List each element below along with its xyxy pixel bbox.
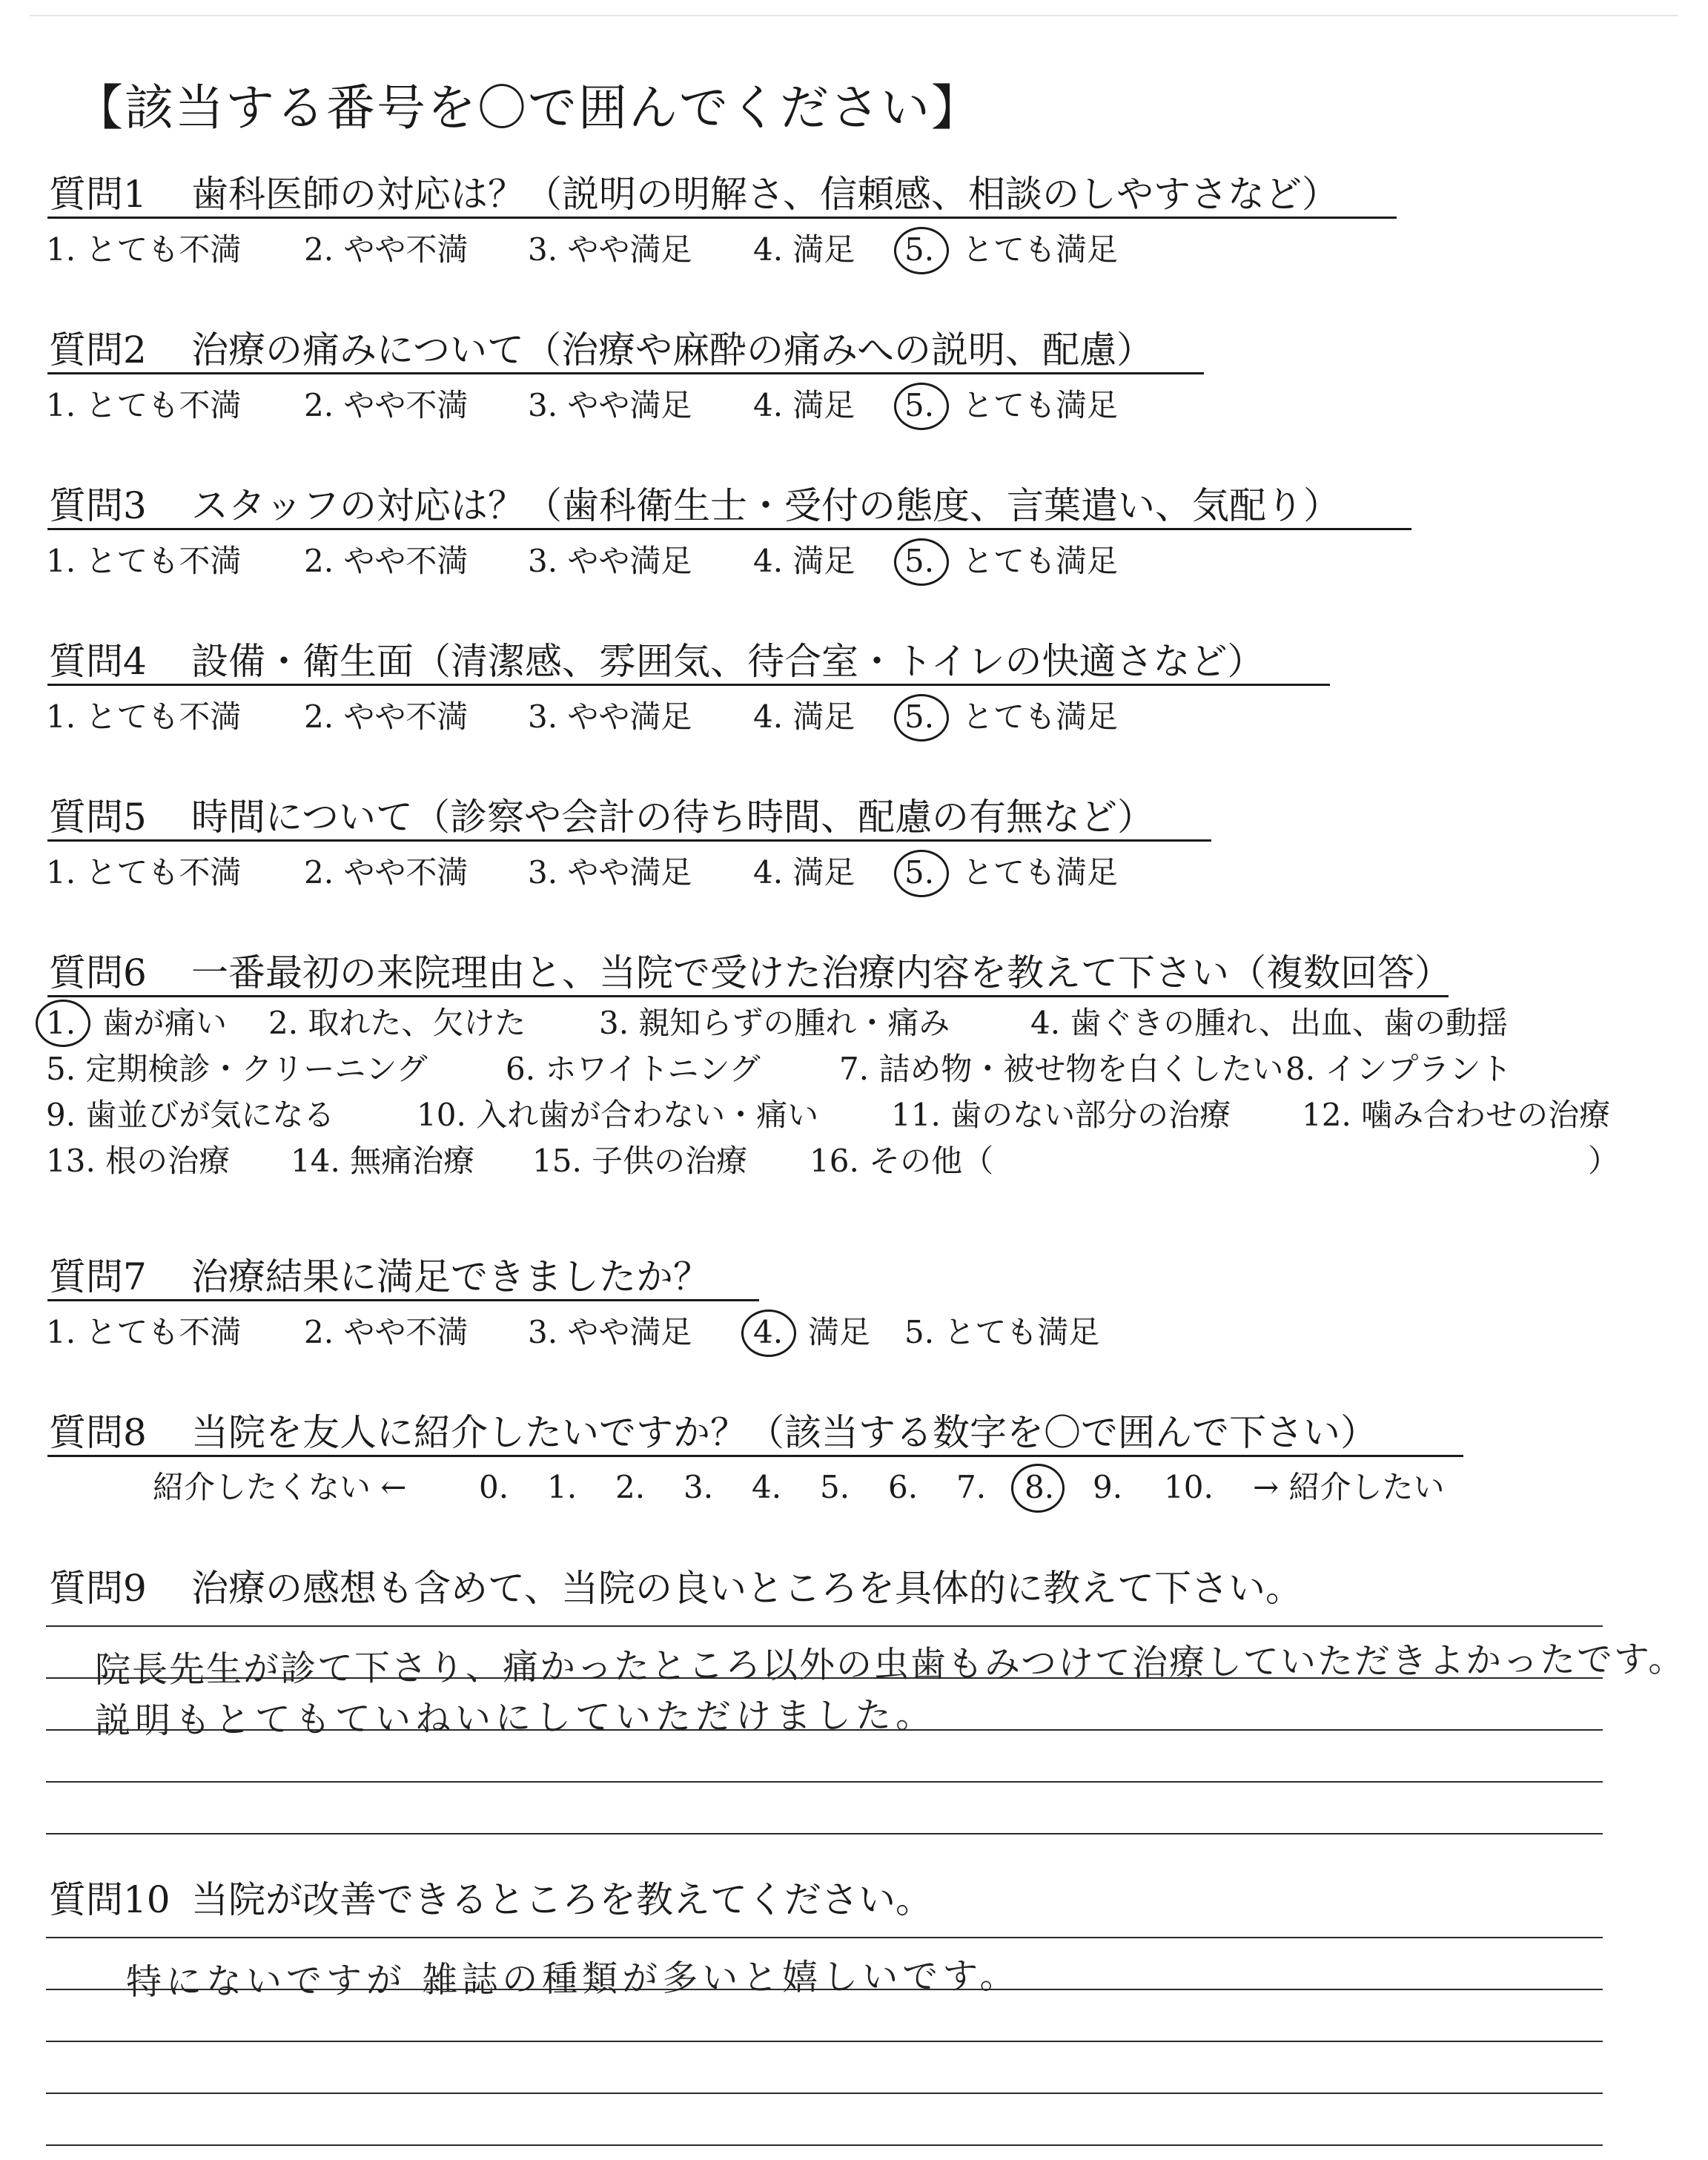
- scale-2[interactable]: 2.: [615, 1469, 646, 1505]
- answer-line: [46, 1781, 1603, 1783]
- question-underline: [47, 528, 1411, 530]
- question-underline: [47, 684, 1330, 686]
- option-3[interactable]: 3. やや満足: [528, 1314, 692, 1350]
- question-number: 質問9: [49, 1567, 147, 1610]
- option-2[interactable]: 2. やや不満: [304, 698, 469, 735]
- option-11[interactable]: 11. 歯のない部分の治療: [891, 1097, 1231, 1133]
- question-underline: [47, 1299, 759, 1301]
- q8-scale-row: [0, 1467, 1708, 1511]
- option-2[interactable]: 2. やや不満: [304, 854, 469, 891]
- option-10[interactable]: 10. 入れ歯が合わない・痛い: [417, 1097, 819, 1133]
- option-4-label: 満足: [808, 1314, 871, 1350]
- scale-3[interactable]: 3.: [683, 1469, 714, 1505]
- option-5[interactable]: 5.: [904, 543, 935, 579]
- option-3[interactable]: 3. やや満足: [528, 854, 692, 891]
- option-9[interactable]: 9. 歯並びが気になる: [46, 1097, 335, 1133]
- question-number: 質問5: [49, 796, 147, 839]
- option-3[interactable]: 3. やや満足: [528, 698, 692, 735]
- option-12[interactable]: 12. 噛み合わせの治療: [1302, 1097, 1611, 1133]
- question-text: 当院を友人に紹介したいですか？（該当する数字を〇で囲んで下さい）: [191, 1411, 1377, 1454]
- question-6: [49, 951, 1452, 995]
- q9-handwritten-answer-2: 説明もとてもていねいにしていただけました。: [94, 1694, 936, 1742]
- question-underline: [47, 217, 1397, 219]
- question-number: 質問7: [49, 1255, 147, 1298]
- question-text: 時間について（診察や会計の待ち時間、配慮の有無など）: [191, 796, 1154, 839]
- option-4[interactable]: 4. 満足: [753, 231, 855, 268]
- option-5-label: とても満足: [962, 387, 1119, 423]
- option-4[interactable]: 4.: [753, 1314, 784, 1350]
- question-underline: [47, 1455, 1463, 1457]
- option-1[interactable]: 1. とても不満: [46, 231, 242, 268]
- answer-line: [46, 2093, 1603, 2094]
- question-3: [49, 483, 1340, 528]
- option-14[interactable]: 14. 無痛治療: [291, 1143, 475, 1179]
- answer-line: [46, 2144, 1603, 2146]
- question-number: 質問10: [49, 1878, 171, 1921]
- scale-10[interactable]: 10.: [1164, 1469, 1214, 1505]
- scale-8[interactable]: 8.: [1025, 1469, 1055, 1505]
- question-1: [49, 172, 1339, 217]
- answer-line: [46, 2041, 1603, 2042]
- question-underline: [47, 995, 1449, 997]
- option-4[interactable]: 4. 満足: [753, 387, 855, 423]
- scale-7[interactable]: 7.: [956, 1469, 987, 1505]
- option-1[interactable]: 1. とても不満: [46, 1314, 242, 1350]
- answer-line: [46, 1833, 1603, 1834]
- question-4: [49, 639, 1265, 684]
- question-10: [49, 1877, 933, 1922]
- option-1[interactable]: 1.: [46, 1005, 76, 1041]
- option-1[interactable]: 1. とても不満: [46, 698, 242, 735]
- option-1[interactable]: 1. とても不満: [46, 543, 242, 579]
- top-border: [30, 15, 1678, 16]
- question-text: 治療結果に満足できましたか？: [191, 1255, 710, 1298]
- option-16[interactable]: 16. その他（: [810, 1143, 994, 1179]
- question-5: [49, 795, 1154, 839]
- option-2[interactable]: 2. やや不満: [304, 543, 469, 579]
- option-1[interactable]: 1. とても不満: [46, 854, 242, 891]
- scale-6[interactable]: 6.: [888, 1469, 918, 1505]
- option-5[interactable]: 5.: [904, 231, 935, 268]
- q9-handwritten-answer-1: 院長先生が診て下さり、痛かったところ以外の虫歯もみつけて治療していただきよかったです。: [94, 1638, 1686, 1691]
- option-5-label: とても満足: [962, 698, 1119, 735]
- option-3[interactable]: 3. やや満足: [528, 543, 692, 579]
- option-5-label: とても満足: [962, 854, 1119, 891]
- option-5[interactable]: 5.: [904, 698, 935, 735]
- question-9: [49, 1566, 1302, 1611]
- answer-line: [46, 1625, 1603, 1627]
- question-number: 質問4: [49, 640, 147, 683]
- option-3[interactable]: 3. やや満足: [528, 387, 692, 423]
- option-3[interactable]: 3. やや満足: [528, 231, 692, 268]
- question-text: 設備・衛生面（清潔感、雰囲気、待合室・トイレの快適さなど）: [191, 640, 1265, 683]
- question-underline: [47, 372, 1204, 374]
- option-7[interactable]: 7. 詰め物・被せ物を白くしたい: [839, 1051, 1284, 1087]
- question-text: 治療の痛みについて（治療や麻酔の痛みへの説明、配慮）: [191, 328, 1153, 371]
- question-text: 一番最初の来院理由と、当院で受けた治療内容を教えて下さい（複数回答）: [191, 951, 1452, 994]
- scale-9[interactable]: 9.: [1093, 1469, 1123, 1505]
- question-7: [49, 1255, 710, 1299]
- question-text: 当院が改善できるところを教えてください。: [191, 1878, 933, 1921]
- option-8[interactable]: 8. インプラント: [1285, 1051, 1512, 1087]
- question-number: 質問2: [49, 328, 147, 371]
- option-3[interactable]: 3. 親知らずの腫れ・痛み: [599, 1005, 950, 1041]
- option-4[interactable]: 4. 満足: [753, 854, 855, 891]
- option-13[interactable]: 13. 根の治療: [46, 1143, 231, 1179]
- option-1-label: 歯が痛い: [102, 1005, 228, 1041]
- question-2: [49, 328, 1153, 372]
- question-text: 治療の感想も含めて、当院の良いところを具体的に教えて下さい。: [191, 1567, 1302, 1610]
- option-2[interactable]: 2. やや不満: [304, 1314, 469, 1350]
- q10-handwritten-answer-1: 特にないですが 雑誌の種類が多いと嬉しいです。: [125, 1955, 1020, 2004]
- question-number: 質問1: [49, 173, 147, 216]
- option-5-label: とても満足: [962, 231, 1119, 268]
- question-text: スタッフの対応は？（歯科衛生士・受付の態度、言葉遣い、気配り）: [191, 484, 1340, 527]
- option-5[interactable]: 5.: [904, 387, 935, 423]
- question-number: 質問3: [49, 484, 147, 527]
- option-5[interactable]: 5. 定期検診・クリーニング: [46, 1051, 428, 1087]
- scale-4[interactable]: 4.: [752, 1469, 782, 1505]
- question-number: 質問8: [49, 1411, 147, 1454]
- option-4[interactable]: 4. 歯ぐきの腫れ、出血、歯の動揺: [1030, 1005, 1508, 1041]
- option-2[interactable]: 2. 取れた、欠けた: [268, 1005, 526, 1041]
- question-number: 質問6: [49, 951, 147, 994]
- option-15[interactable]: 15. 子供の治療: [532, 1143, 748, 1179]
- option-4[interactable]: 4. 満足: [753, 543, 855, 579]
- scale-5[interactable]: 5.: [820, 1469, 850, 1505]
- scale-0[interactable]: 0.: [479, 1469, 509, 1505]
- option-6[interactable]: 6. ホワイトニング: [506, 1051, 761, 1087]
- form-title: 【該当する番号を〇で囲んでください】: [74, 79, 982, 136]
- scale-1[interactable]: 1.: [547, 1469, 577, 1505]
- option-1[interactable]: 1. とても不満: [46, 387, 242, 423]
- option-2[interactable]: 2. やや不満: [304, 387, 469, 423]
- scale-left-label: 紹介したくない ←: [153, 1469, 407, 1505]
- answer-line: [46, 1937, 1603, 1938]
- question-text: 歯科医師の対応は？（説明の明解さ、信頼感、相談のしやすさなど）: [191, 173, 1339, 216]
- scale-right-label: → 紹介したい: [1253, 1469, 1445, 1505]
- option-5-label: とても満足: [962, 543, 1119, 579]
- question-8: [49, 1410, 1377, 1455]
- option-4[interactable]: 4. 満足: [753, 698, 855, 735]
- option-5[interactable]: 5. とても満足: [904, 1314, 1100, 1350]
- option-5[interactable]: 5.: [904, 854, 935, 891]
- option-16-close: ）: [1588, 1143, 1620, 1179]
- question-underline: [47, 839, 1211, 842]
- option-2[interactable]: 2. やや不満: [304, 231, 469, 268]
